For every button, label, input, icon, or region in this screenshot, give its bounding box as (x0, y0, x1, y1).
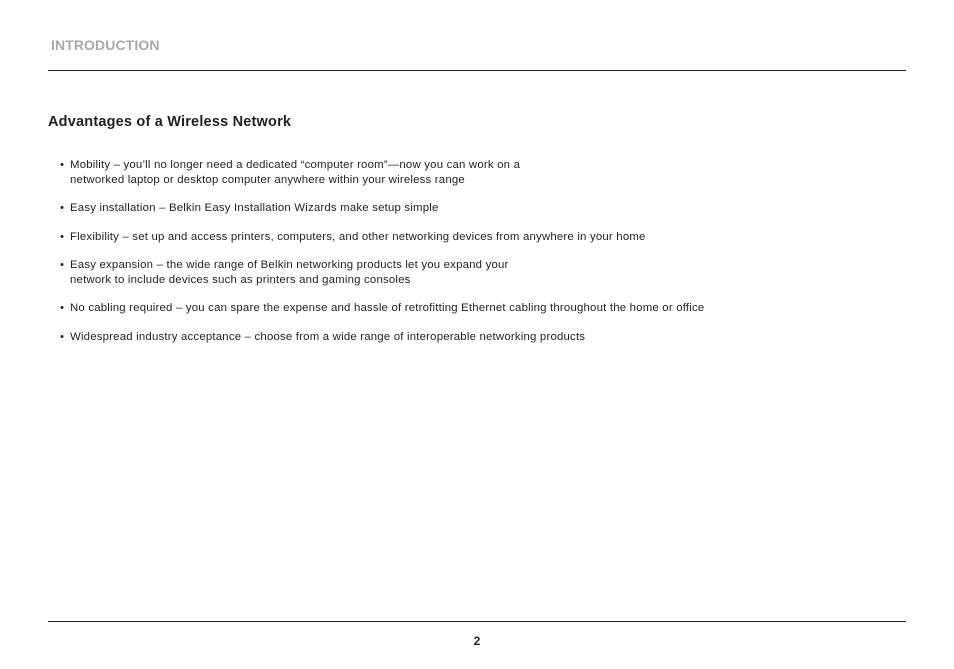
list-item (60, 301, 900, 316)
list-item (60, 258, 900, 287)
bullet-text-line: No cabling required – you can spare the expense and hassle of retrofitting Ethernet cabling throughout the home or office (70, 302, 705, 314)
list-item (60, 230, 900, 245)
header-rule (48, 70, 906, 71)
footer-rule (48, 621, 906, 622)
bullet-dot: • (60, 259, 65, 271)
section-heading: Advantages of a Wireless Network (48, 114, 292, 130)
section-label: INTRODUCTION (51, 37, 160, 53)
bullet-dot: • (60, 202, 65, 214)
advantages-list (60, 158, 900, 358)
bullet-text-line: Easy expansion – the wide range of Belkin networking products let you expand your (70, 259, 509, 271)
page-number: 2 (473, 634, 481, 648)
bullet-text-line: Easy installation – Belkin Easy Installation Wizards make setup simple (70, 202, 439, 214)
list-item (60, 158, 900, 187)
bullet-text-line: network to include devices such as printers and gaming consoles (70, 273, 411, 286)
bullet-dot: • (60, 159, 65, 171)
bullet-text-line: networked laptop or desktop computer anywhere within your wireless range (70, 173, 465, 186)
bullet-dot: • (60, 302, 65, 314)
list-item (60, 201, 900, 216)
bullet-text-line: Mobility – you’ll no longer need a dedicated “computer room”—now you can work on a (70, 159, 521, 171)
bullet-text-line: Flexibility – set up and access printers, computers, and other networking devices from anywhere in your home (70, 230, 646, 243)
list-item (60, 330, 900, 345)
bullet-text-line: Widespread industry acceptance – choose from a wide range of interoperable networking products (70, 330, 586, 343)
bullet-dot: • (60, 230, 65, 243)
bullet-dot: • (60, 330, 65, 343)
